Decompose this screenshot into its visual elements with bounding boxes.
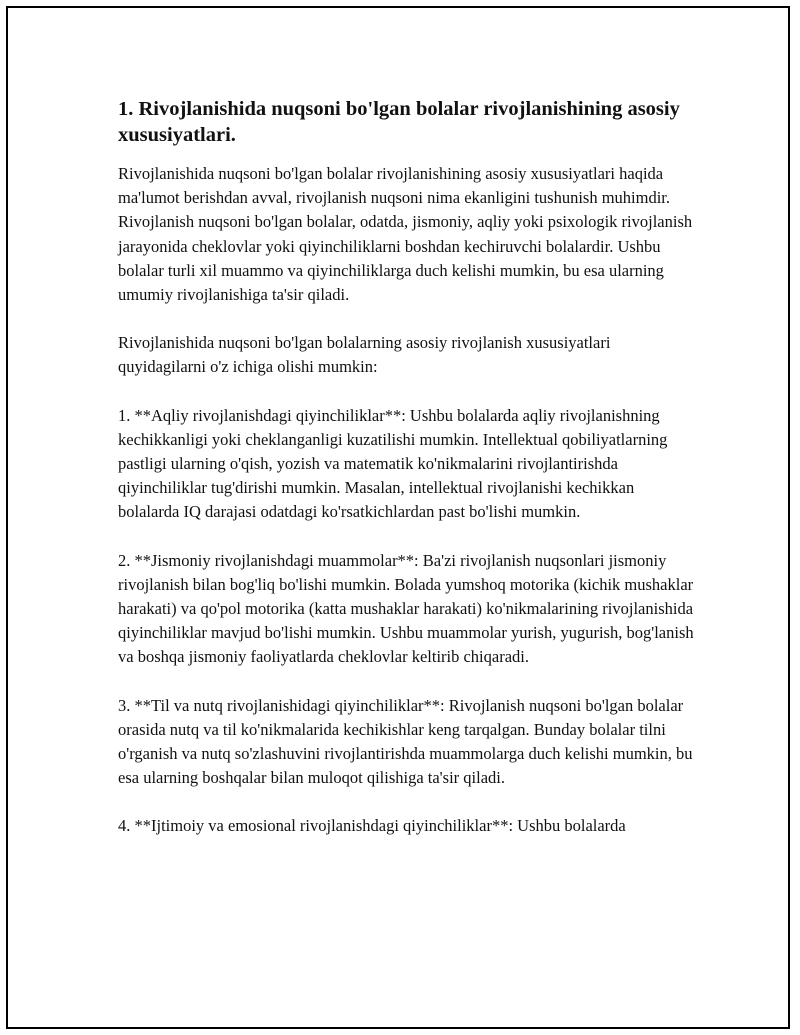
document-page	[6, 6, 790, 1029]
paragraph-item-physical: 2. **Jismoniy rivojlanishdagi muammolar**: Ba'zi rivojlanish nuqsonlari jismoniy rivojlanish bilan bog'liq bo'lishi mumkin. Bolada yumshoq motorika (kichik mushaklar harakati) va qo'pol motorika (katta mushaklar harakati) ko'nikmalarining rivojlanishida qiyinchiliklar mavjud bo'lishi mumkin. Ushbu muammolar yurish, yugurish, bog'lanish va boshqa jismoniy faoliyatlarda cheklovlar keltirib chiqaradi.	[118, 550, 694, 667]
paragraph-item-speech: 3. **Til va nutq rivojlanishidagi qiyinchiliklar**: Rivojlanish nuqsoni bo'lgan bolalar orasida nutq va til ko'nikmalarida kechikishlar keng tarqalgan. Bunday bolalar tilni o'rganish va nutq so'zlashuvini rivojlantirishda muammolarga duch kelishi mumkin, bu esa ularning boshqalar bilan muloqot qilishiga ta'sir qiladi.	[118, 695, 693, 788]
paragraph-item-social: 4. **Ijtimoiy va emosional rivojlanishdagi qiyinchiliklar**: Ushbu bolalarda	[118, 816, 626, 836]
paragraph-features-lead: Rivojlanishida nuqsoni bo'lgan bolalarning asosiy rivojlanish xususiyatlari quyidagilarni o'z ichiga olishi mumkin:	[118, 333, 611, 377]
paragraph-item-mental: 1. **Aqliy rivojlanishdagi qiyinchiliklar**: Ushbu bolalarda aqliy rivojlanishning kechikkanligi yoki cheklanganligi kuzatilishi mumkin. Intellektual qobiliyatlarning pastligi ularning o'qish, yozish va matematik ko'nikmalarini rivojlantirishda qiyinchiliklar tug'dirishi mumkin. Masalan, intellektual rivojlanishi kechikkan bolalarda IQ darajasi odatdagi ko'rsatkichlardan past bo'lishi mumkin.	[118, 405, 668, 522]
paragraph-intro: Rivojlanishida nuqsoni bo'lgan bolalar rivojlanishining asosiy xususiyatlari haqida ma'lumot berishdan avval, rivojlanish nuqsoni nima ekanligini tushunish muhimdir. Rivojlanish nuqsoni bo'lgan bolalar, odatda, jismoniy, aqliy yoki psixologik rivojlanish jarayonida cheklovlar yoki qiyinchiliklarni boshdan kechiruvchi bolalardir. Ushbu bolalar turli xil muammo va qiyinchiliklarga duch kelishi mumkin, bu esa ularning umumiy rivojlanishiga ta'sir qiladi.	[118, 164, 693, 305]
document-title: 1. Rivojlanishida nuqsoni bo'lgan bolalar rivojlanishining asosiy xususiyatlari.	[118, 98, 680, 146]
document-body	[118, 96, 698, 863]
